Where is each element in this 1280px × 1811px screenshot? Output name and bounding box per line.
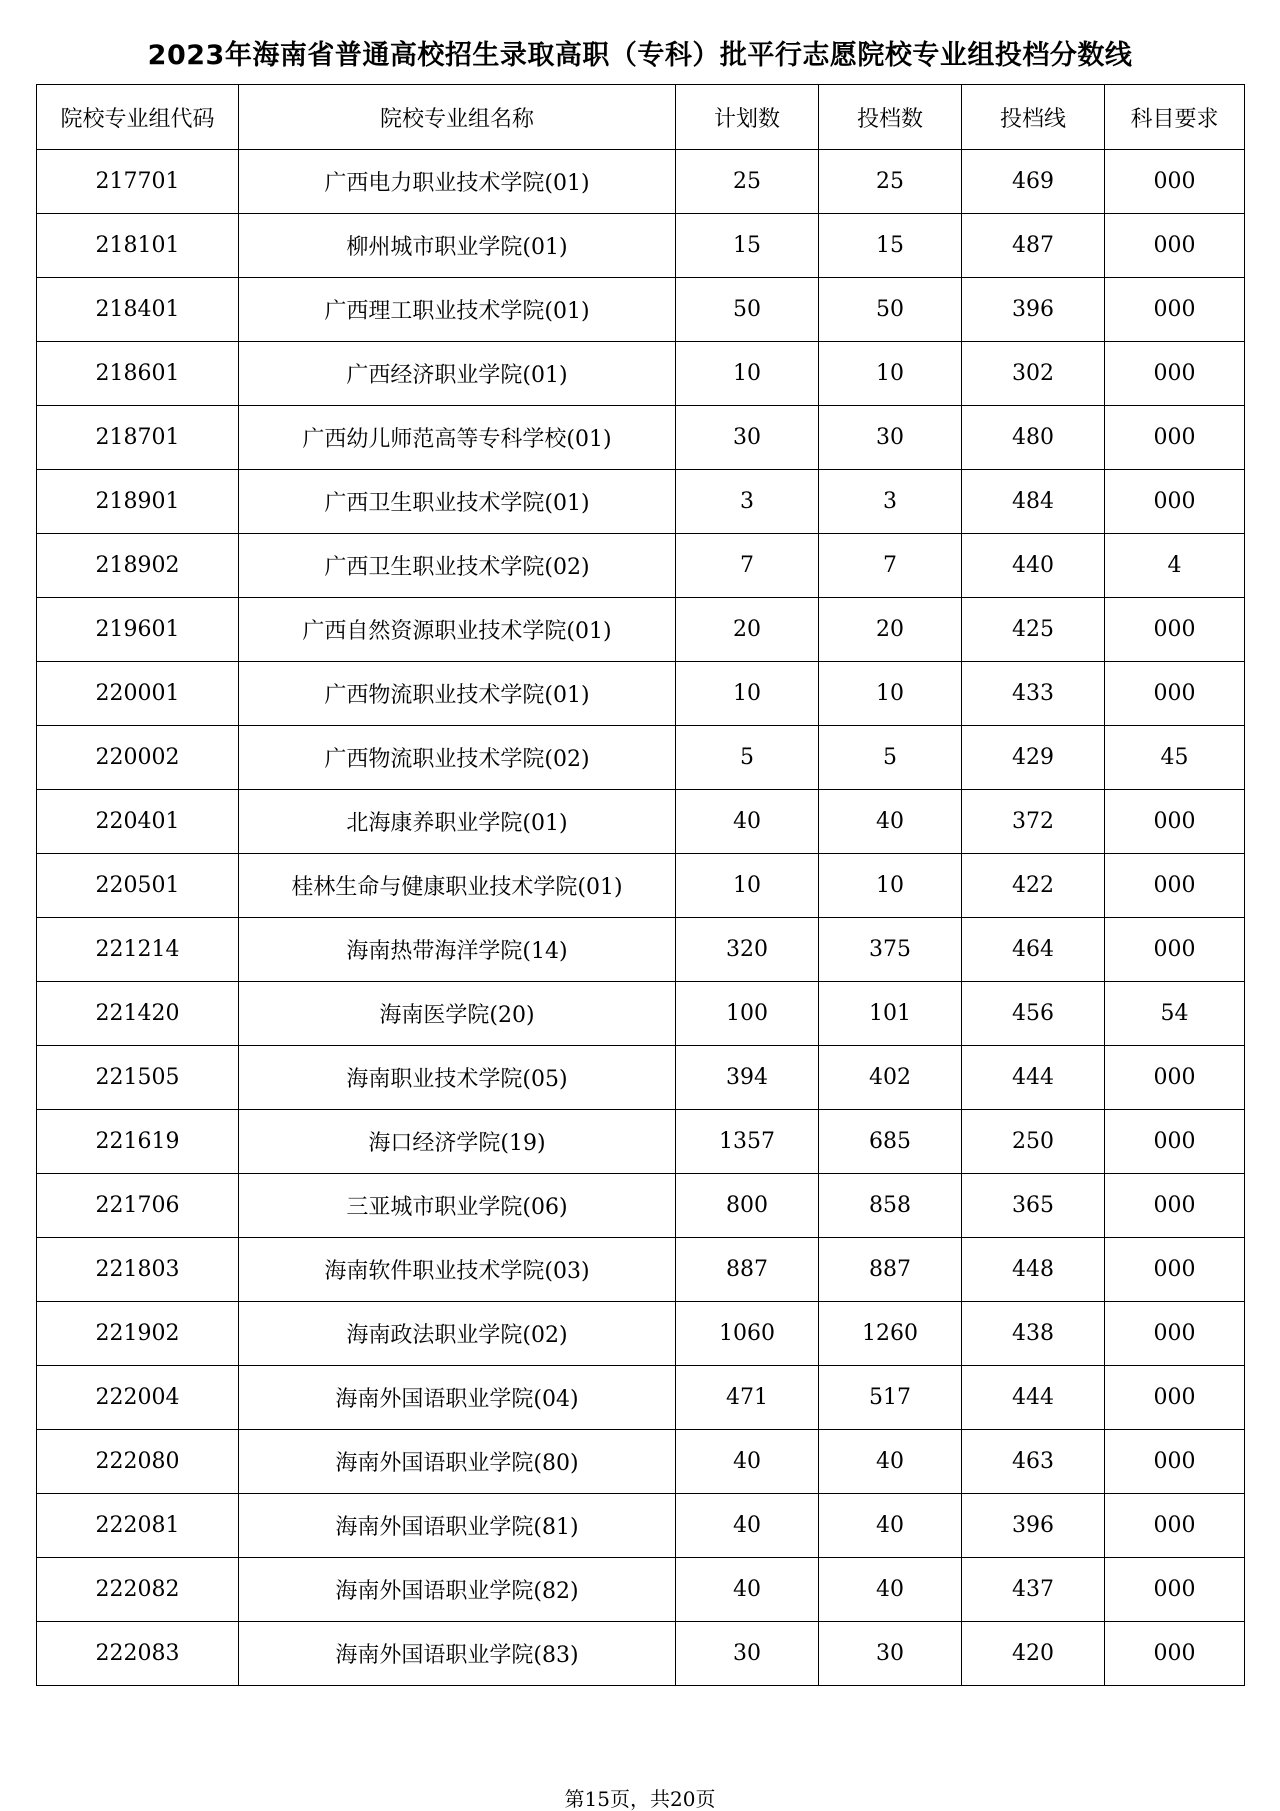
cell-filed-count: 402 (819, 1046, 962, 1110)
cell-filed-count: 101 (819, 982, 962, 1046)
cell-score-line: 444 (962, 1046, 1105, 1110)
table-row (37, 726, 1245, 790)
cell-score-line: 448 (962, 1238, 1105, 1302)
cell-group-code: 221803 (37, 1238, 239, 1302)
table-row (37, 1302, 1245, 1366)
cell-filed-count: 50 (819, 278, 962, 342)
cell-plan-count: 394 (676, 1046, 819, 1110)
cell-plan-count: 100 (676, 982, 819, 1046)
cell-group-code: 219601 (37, 598, 239, 662)
cell-group-code: 222083 (37, 1622, 239, 1686)
table-row (37, 214, 1245, 278)
cell-plan-count: 5 (676, 726, 819, 790)
cell-group-code: 222080 (37, 1430, 239, 1494)
cell-filed-count: 30 (819, 1622, 962, 1686)
cell-score-line: 469 (962, 150, 1105, 214)
cell-group-code: 222081 (37, 1494, 239, 1558)
cell-plan-count: 40 (676, 1494, 819, 1558)
cell-group-name: 广西物流职业技术学院(01) (239, 662, 676, 726)
cell-subject-requirement: 000 (1105, 598, 1245, 662)
table-row (37, 1366, 1245, 1430)
table-row (37, 1110, 1245, 1174)
cell-subject-requirement: 45 (1105, 726, 1245, 790)
cell-group-name: 三亚城市职业学院(06) (239, 1174, 676, 1238)
cell-group-name: 海南政法职业学院(02) (239, 1302, 676, 1366)
header-group-code: 院校专业组代码 (37, 85, 239, 150)
cell-score-line: 365 (962, 1174, 1105, 1238)
cell-score-line: 372 (962, 790, 1105, 854)
cell-group-code: 222082 (37, 1558, 239, 1622)
cell-filed-count: 40 (819, 1558, 962, 1622)
admission-score-table (36, 84, 1245, 1686)
table-row (37, 790, 1245, 854)
cell-group-code: 218701 (37, 406, 239, 470)
table-row (37, 1174, 1245, 1238)
cell-filed-count: 10 (819, 662, 962, 726)
cell-score-line: 484 (962, 470, 1105, 534)
cell-subject-requirement: 000 (1105, 150, 1245, 214)
page-number: 第15页，共20页 (564, 1787, 716, 1811)
cell-group-code: 221619 (37, 1110, 239, 1174)
table-row (37, 1494, 1245, 1558)
cell-group-name: 海南外国语职业学院(81) (239, 1494, 676, 1558)
cell-filed-count: 10 (819, 854, 962, 918)
cell-filed-count: 40 (819, 790, 962, 854)
cell-group-code: 221505 (37, 1046, 239, 1110)
cell-group-name: 海南外国语职业学院(80) (239, 1430, 676, 1494)
cell-group-name: 桂林生命与健康职业技术学院(01) (239, 854, 676, 918)
table-header (37, 85, 1245, 150)
cell-plan-count: 15 (676, 214, 819, 278)
cell-group-code: 221420 (37, 982, 239, 1046)
cell-subject-requirement: 000 (1105, 662, 1245, 726)
table-row (37, 534, 1245, 598)
cell-subject-requirement: 000 (1105, 406, 1245, 470)
cell-group-code: 218902 (37, 534, 239, 598)
cell-filed-count: 3 (819, 470, 962, 534)
table-row (37, 342, 1245, 406)
cell-group-code: 221706 (37, 1174, 239, 1238)
cell-subject-requirement: 000 (1105, 1622, 1245, 1686)
cell-score-line: 444 (962, 1366, 1105, 1430)
cell-score-line: 396 (962, 278, 1105, 342)
table-row (37, 854, 1245, 918)
cell-group-code: 218601 (37, 342, 239, 406)
cell-plan-count: 30 (676, 406, 819, 470)
cell-filed-count: 685 (819, 1110, 962, 1174)
cell-subject-requirement: 000 (1105, 470, 1245, 534)
header-row (37, 85, 1245, 150)
cell-score-line: 437 (962, 1558, 1105, 1622)
table-body (37, 150, 1245, 1686)
cell-subject-requirement: 000 (1105, 790, 1245, 854)
cell-subject-requirement: 000 (1105, 1174, 1245, 1238)
cell-subject-requirement: 000 (1105, 342, 1245, 406)
header-score-line: 投档线 (962, 85, 1105, 150)
cell-group-code: 218101 (37, 214, 239, 278)
cell-plan-count: 1357 (676, 1110, 819, 1174)
cell-score-line: 438 (962, 1302, 1105, 1366)
cell-score-line: 302 (962, 342, 1105, 406)
cell-group-name: 海南外国语职业学院(82) (239, 1558, 676, 1622)
cell-filed-count: 858 (819, 1174, 962, 1238)
cell-subject-requirement: 000 (1105, 1494, 1245, 1558)
cell-score-line: 480 (962, 406, 1105, 470)
cell-subject-requirement: 000 (1105, 214, 1245, 278)
cell-group-name: 广西物流职业技术学院(02) (239, 726, 676, 790)
cell-subject-requirement: 000 (1105, 1238, 1245, 1302)
cell-subject-requirement: 000 (1105, 278, 1245, 342)
cell-plan-count: 40 (676, 1430, 819, 1494)
cell-filed-count: 517 (819, 1366, 962, 1430)
cell-filed-count: 7 (819, 534, 962, 598)
cell-group-code: 220501 (37, 854, 239, 918)
cell-plan-count: 800 (676, 1174, 819, 1238)
cell-filed-count: 1260 (819, 1302, 962, 1366)
cell-subject-requirement: 000 (1105, 854, 1245, 918)
cell-plan-count: 25 (676, 150, 819, 214)
cell-score-line: 433 (962, 662, 1105, 726)
cell-score-line: 440 (962, 534, 1105, 598)
cell-subject-requirement: 000 (1105, 1110, 1245, 1174)
cell-group-name: 广西理工职业技术学院(01) (239, 278, 676, 342)
cell-group-name: 广西经济职业学院(01) (239, 342, 676, 406)
cell-group-code: 220002 (37, 726, 239, 790)
table-row (37, 278, 1245, 342)
cell-plan-count: 1060 (676, 1302, 819, 1366)
cell-filed-count: 15 (819, 214, 962, 278)
cell-group-name: 海南职业技术学院(05) (239, 1046, 676, 1110)
cell-subject-requirement: 000 (1105, 1302, 1245, 1366)
cell-group-code: 218401 (37, 278, 239, 342)
cell-filed-count: 40 (819, 1494, 962, 1558)
cell-group-name: 广西自然资源职业技术学院(01) (239, 598, 676, 662)
cell-subject-requirement: 000 (1105, 918, 1245, 982)
cell-group-name: 北海康养职业学院(01) (239, 790, 676, 854)
table-row (37, 150, 1245, 214)
cell-plan-count: 30 (676, 1622, 819, 1686)
cell-plan-count: 3 (676, 470, 819, 534)
cell-plan-count: 20 (676, 598, 819, 662)
cell-score-line: 420 (962, 1622, 1105, 1686)
page-title: 2023年海南省普通高校招生录取高职（专科）批平行志愿院校专业组投档分数线 (147, 40, 1133, 71)
cell-score-line: 422 (962, 854, 1105, 918)
cell-group-name: 海南外国语职业学院(04) (239, 1366, 676, 1430)
cell-plan-count: 40 (676, 790, 819, 854)
cell-plan-count: 887 (676, 1238, 819, 1302)
header-subject-requirement: 科目要求 (1105, 85, 1245, 150)
cell-subject-requirement: 000 (1105, 1558, 1245, 1622)
cell-group-code: 218901 (37, 470, 239, 534)
cell-score-line: 250 (962, 1110, 1105, 1174)
cell-filed-count: 10 (819, 342, 962, 406)
cell-group-code: 217701 (37, 150, 239, 214)
cell-score-line: 463 (962, 1430, 1105, 1494)
header-filed-count: 投档数 (819, 85, 962, 150)
cell-plan-count: 10 (676, 854, 819, 918)
cell-group-name: 海南热带海洋学院(14) (239, 918, 676, 982)
cell-filed-count: 5 (819, 726, 962, 790)
cell-plan-count: 7 (676, 534, 819, 598)
cell-score-line: 425 (962, 598, 1105, 662)
cell-group-name: 海口经济学院(19) (239, 1110, 676, 1174)
cell-score-line: 487 (962, 214, 1105, 278)
cell-group-name: 广西卫生职业技术学院(01) (239, 470, 676, 534)
cell-group-name: 广西卫生职业技术学院(02) (239, 534, 676, 598)
cell-group-name: 柳州城市职业学院(01) (239, 214, 676, 278)
cell-subject-requirement: 000 (1105, 1046, 1245, 1110)
table-row (37, 598, 1245, 662)
cell-filed-count: 25 (819, 150, 962, 214)
header-group-name: 院校专业组名称 (239, 85, 676, 150)
table-row (37, 1238, 1245, 1302)
table-row (37, 406, 1245, 470)
table-row (37, 982, 1245, 1046)
cell-subject-requirement: 4 (1105, 534, 1245, 598)
cell-subject-requirement: 54 (1105, 982, 1245, 1046)
cell-group-name: 广西幼儿师范高等专科学校(01) (239, 406, 676, 470)
cell-group-name: 海南外国语职业学院(83) (239, 1622, 676, 1686)
cell-plan-count: 10 (676, 342, 819, 406)
cell-score-line: 396 (962, 1494, 1105, 1558)
cell-filed-count: 40 (819, 1430, 962, 1494)
table-row (37, 662, 1245, 726)
cell-score-line: 456 (962, 982, 1105, 1046)
cell-group-code: 221214 (37, 918, 239, 982)
table-row (37, 470, 1245, 534)
cell-filed-count: 375 (819, 918, 962, 982)
table-row (37, 1622, 1245, 1686)
cell-score-line: 429 (962, 726, 1105, 790)
cell-group-name: 海南软件职业技术学院(03) (239, 1238, 676, 1302)
cell-filed-count: 20 (819, 598, 962, 662)
cell-plan-count: 320 (676, 918, 819, 982)
cell-group-name: 海南医学院(20) (239, 982, 676, 1046)
cell-score-line: 464 (962, 918, 1105, 982)
cell-subject-requirement: 000 (1105, 1366, 1245, 1430)
cell-plan-count: 50 (676, 278, 819, 342)
cell-group-code: 220401 (37, 790, 239, 854)
table-row (37, 1558, 1245, 1622)
cell-group-name: 广西电力职业技术学院(01) (239, 150, 676, 214)
header-plan-count: 计划数 (676, 85, 819, 150)
cell-filed-count: 30 (819, 406, 962, 470)
table-row (37, 1046, 1245, 1110)
table-row (37, 1430, 1245, 1494)
cell-plan-count: 471 (676, 1366, 819, 1430)
cell-group-code: 222004 (37, 1366, 239, 1430)
table-row (37, 918, 1245, 982)
cell-plan-count: 40 (676, 1558, 819, 1622)
cell-plan-count: 10 (676, 662, 819, 726)
cell-subject-requirement: 000 (1105, 1430, 1245, 1494)
cell-group-code: 220001 (37, 662, 239, 726)
cell-filed-count: 887 (819, 1238, 962, 1302)
cell-group-code: 221902 (37, 1302, 239, 1366)
